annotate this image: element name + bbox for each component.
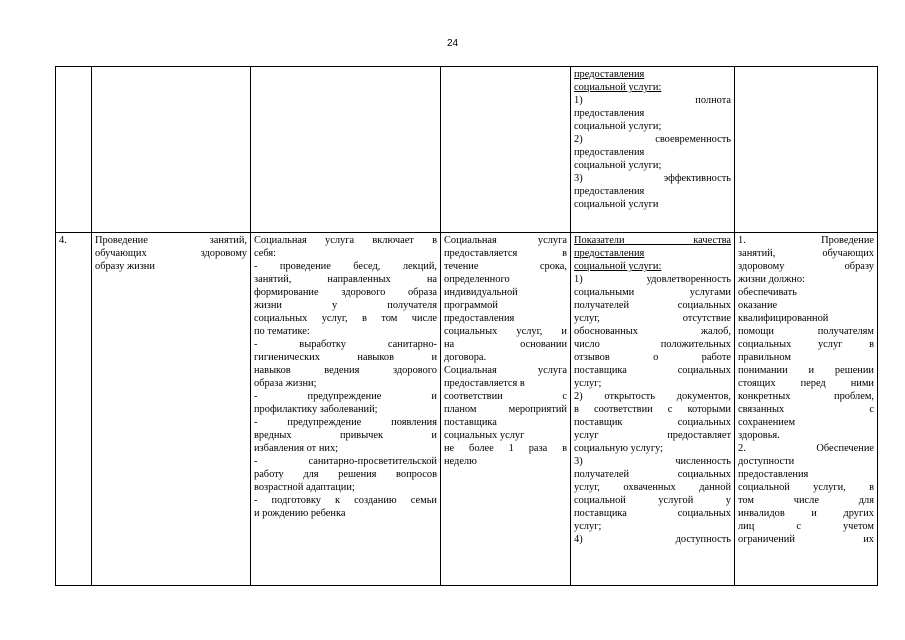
cell-text-line: 1) удовлетворенность (574, 274, 731, 285)
cell-text-line: услуг; (574, 521, 602, 532)
cell-text-line: - предупреждение и (254, 391, 437, 402)
cell-text-line: 2) открытость документов, (574, 391, 731, 402)
cell-service-terms (441, 233, 571, 586)
cell-text-line: Проведение занятий, (95, 235, 247, 246)
cell-text-line: услуг, охваченных данной (574, 482, 731, 493)
cell-text-line: доступности (738, 456, 795, 467)
cell-quality-indicators (571, 233, 735, 586)
cell-text-line: - предупреждение появления (254, 417, 437, 428)
cell-service-name (92, 233, 251, 586)
cell-text-line: возрастной адаптации; (254, 482, 355, 493)
cell-text-line: социальной услуги; (574, 121, 662, 132)
cell-text-line: предоставления (574, 248, 645, 259)
cell-text-line: поставщика социальных (574, 365, 731, 376)
service-standards-table (55, 66, 878, 586)
cell-text-line: социальной услуги, в (738, 482, 874, 493)
cell-service-terms-cont (441, 67, 571, 233)
cell-text-line: образа жизни; (254, 378, 317, 389)
cell-text-line: 2) своевременность (574, 134, 731, 145)
cell-conditions-cont (735, 67, 878, 233)
cell-text-line: получателей социальных (574, 300, 731, 311)
table-row-continuation (56, 67, 878, 233)
cell-text-line: занятий, направленных на (254, 274, 437, 285)
cell-text-line: конкретных проблем, (738, 391, 874, 402)
cell-text-line: предоставления (738, 469, 809, 480)
cell-text-line: социальных услуг, и (444, 326, 567, 337)
cell-text-line: оказание (738, 300, 778, 311)
cell-text-line: поставщика (444, 417, 497, 428)
cell-text-line: социальной услугой у (574, 495, 731, 506)
cell-text-line: социальных услуг (444, 430, 525, 441)
cell-quality-indicators-cont (571, 67, 735, 233)
row-number: 4. (59, 235, 67, 246)
cell-service-name-cont (92, 67, 251, 233)
cell-text-line: том числе для (738, 495, 874, 506)
cell-text-line: услуг предоставляет (574, 430, 731, 441)
cell-text-line: на основании (444, 339, 567, 350)
cell-text-line: предоставления (574, 147, 645, 158)
cell-text-line: - подготовку к созданию семьи (254, 495, 437, 506)
cell-text-line: квалифицированной (738, 313, 829, 324)
cell-text-line: определенного (444, 274, 510, 285)
cell-text-line: социальных услуг, в том числе (254, 313, 437, 324)
cell-text-line: получателей социальных (574, 469, 731, 480)
cell-text-line: лиц с учетом (738, 521, 874, 532)
cell-text-line: услуг, отсутствие (574, 313, 731, 324)
cell-text-line: предоставления (574, 69, 645, 80)
cell-text-line: - проведение бесед, лекций, (254, 261, 437, 272)
page-number: 24 (446, 38, 459, 49)
cell-text-line: сохранением (738, 417, 796, 428)
cell-text-line: обеспечивать (738, 287, 797, 298)
cell-text-line: 1) полнота (574, 95, 731, 106)
cell-text-line: социальной услуги; (574, 160, 662, 171)
cell-text-line: предоставления (574, 186, 645, 197)
cell-text-line: Социальная услуга включает в (254, 235, 437, 246)
cell-text-line: программой (444, 300, 498, 311)
cell-text-line: неделю (444, 456, 477, 467)
cell-text-line: Показатели качества (574, 235, 731, 246)
cell-text-line: понимании и решении (738, 365, 874, 376)
cell-text-line: течение срока, (444, 261, 567, 272)
cell-text-line: связанных с (738, 404, 874, 415)
cell-text-line: жизни у получателя (254, 300, 437, 311)
cell-text-line: предоставления (574, 108, 645, 119)
cell-text-line: и рождению ребенка (254, 508, 346, 519)
cell-text-line: профилактику заболеваний; (254, 404, 378, 415)
cell-text-line: образу жизни (95, 261, 155, 272)
cell-text-line: гигиенических навыков и (254, 352, 437, 363)
cell-text-line: 4) доступность (574, 534, 731, 545)
cell-text-line: договора. (444, 352, 487, 363)
cell-text-line: занятий, обучающих (738, 248, 874, 259)
cell-text-line: себя: (254, 248, 277, 259)
cell-conditions (735, 233, 878, 586)
cell-text-line: социальной услуги (574, 199, 659, 210)
cell-text-line: предоставляется в (444, 378, 525, 389)
cell-text-line: 2. Обеспечение (738, 443, 874, 454)
cell-text-line: жизни должно: (738, 274, 805, 285)
cell-text-line: индивидуальной (444, 287, 518, 298)
cell-text-line: стоящих перед ними (738, 378, 874, 389)
cell-text-line: социальной услуги: (574, 261, 662, 272)
cell-text-line: здоровья. (738, 430, 780, 441)
cell-text-line: отзывов о работе (574, 352, 731, 363)
cell-text-line: соответствии с (444, 391, 567, 402)
cell-text-line: помощи получателям (738, 326, 874, 337)
cell-text-line: - выработку санитарно- (254, 339, 437, 350)
cell-text-line: формирование здорового образа (254, 287, 437, 298)
cell-text-line: предоставляется в (444, 248, 567, 259)
cell-text-line: 3) численность (574, 456, 731, 467)
cell-text-line: работу для решения вопросов (254, 469, 437, 480)
cell-number-cont (56, 67, 92, 233)
cell-text-line: здоровому образу (738, 261, 874, 272)
cell-service-content (251, 233, 441, 586)
cell-text-line: планом мероприятий (444, 404, 567, 415)
cell-text-line: поставщик социальных (574, 417, 731, 428)
cell-text-line: - санитарно-просветительской (254, 456, 437, 467)
cell-text-line: услуг; (574, 378, 602, 389)
cell-text-line: Социальная услуга (444, 235, 567, 246)
cell-text-line: избавления от них; (254, 443, 339, 454)
cell-text-line: предоставления (444, 313, 515, 324)
cell-text-line: обоснованных жалоб, (574, 326, 731, 337)
cell-text-line: 3) эффективность (574, 173, 731, 184)
cell-text-line: социальными услугами (574, 287, 731, 298)
cell-text-line: обучающих здоровому (95, 248, 247, 259)
cell-text-line: ограничений их (738, 534, 874, 545)
cell-text-line: поставщика социальных (574, 508, 731, 519)
cell-text-line: социальной услуги: (574, 82, 662, 93)
cell-number (56, 233, 92, 586)
cell-text-line: не более 1 раза в (444, 443, 567, 454)
cell-text-line: вредных привычек и (254, 430, 437, 441)
cell-text-line: число положительных (574, 339, 731, 350)
cell-text-line: социальную услугу; (574, 443, 664, 454)
cell-text-line: по тематике: (254, 326, 310, 337)
cell-text-line: инвалидов и других (738, 508, 874, 519)
cell-text-line: в соответствии с которыми (574, 404, 731, 415)
cell-text-line: 1. Проведение (738, 235, 874, 246)
cell-text-line: правильном (738, 352, 791, 363)
cell-text-line: навыков ведения здорового (254, 365, 437, 376)
cell-text-line: Социальная услуга (444, 365, 567, 376)
cell-service-content-cont (251, 67, 441, 233)
cell-text-line: социальных услуг в (738, 339, 874, 350)
table-row-4 (56, 233, 878, 586)
